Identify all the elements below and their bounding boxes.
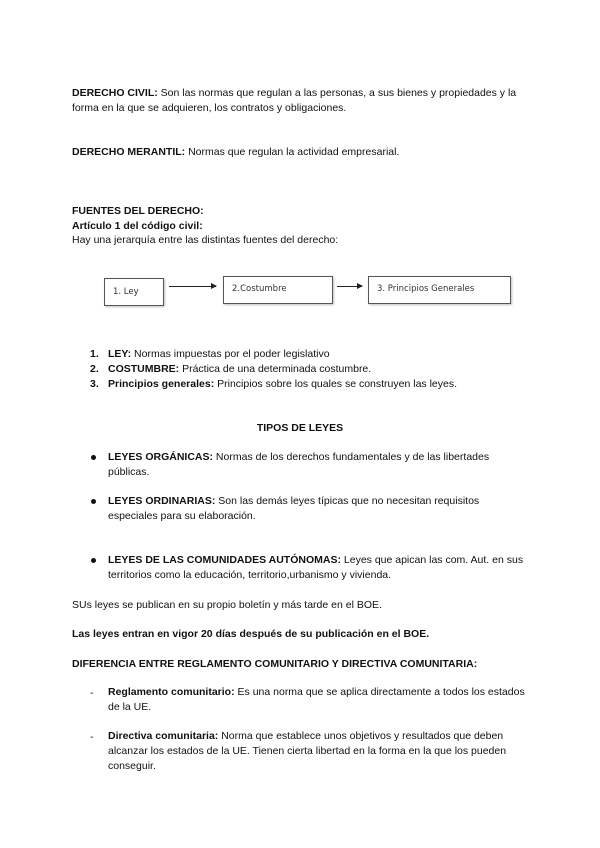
- derecho-merantil-term: DERECHO MERANTIL:: [72, 146, 186, 158]
- list-item-term: COSTUMBRE:: [108, 363, 180, 375]
- bullet-icon: [91, 558, 96, 563]
- diagram-box-costumbre: 2.Costumbre: [223, 276, 333, 304]
- entrada-en-vigor: Las leyes entran en vigor 20 días después de su publicación en el BOE.: [72, 628, 430, 640]
- list-item-term: LEYES ORDINARIAS:: [108, 495, 216, 507]
- list-item-desc: Normas de los derechos fundamentales y de las libertades públicas.: [108, 451, 490, 478]
- list-item-desc: Es una norma que se aplica directamente a todos los estados de la UE.: [108, 686, 525, 713]
- list-item-text: [108, 347, 538, 362]
- boletin-note: SUs leyes se publican en su propio boletín y más tarde en el BOE.: [72, 599, 382, 611]
- list-item-term: Principios generales:: [108, 378, 215, 390]
- list-number: 2.: [90, 363, 99, 375]
- derecho-civil-paragraph: [72, 86, 532, 116]
- list-item-desc: Normas impuestas por el poder legislativo: [131, 348, 330, 360]
- bullet-icon: [91, 455, 96, 460]
- fuentes-heading: FUENTES DEL DERECHO:: [72, 205, 204, 217]
- list-item-text: [108, 729, 528, 774]
- fuentes-intro: Hay una jerarquía entre las distintas fuentes del derecho:: [72, 234, 339, 246]
- diagram-box-ley: 1. Ley: [104, 278, 164, 306]
- list-item-term: Reglamento comunitario:: [108, 686, 235, 698]
- list-item-desc: Leyes que apican las com. Aut. en sus territorios como la educación, territorio,urbanismo y vivienda.: [108, 554, 524, 581]
- diagram-arrow-1: [169, 286, 216, 287]
- list-item-term: LEYES ORGÁNICAS:: [108, 451, 214, 463]
- list-item-text: [108, 553, 526, 583]
- dash-icon: -: [90, 687, 94, 699]
- list-item-term: Directiva comunitaria:: [108, 730, 219, 742]
- diagram-box-principios: 3. Principios Generales: [368, 276, 511, 304]
- tipos-heading: TIPOS DE LEYES: [256, 422, 344, 434]
- list-item-term: LEYES DE LAS COMUNIDADES AUTÓNOMAS:: [108, 554, 341, 566]
- list-item-desc: Son las demás leyes típicas que no necesitan requisitos especiales para su elaboración.: [108, 495, 480, 522]
- list-number: 1.: [90, 348, 99, 360]
- list-item-desc: Norma que establece unos objetivos y resultados que deben alcanzar los estados de la UE. Tienen cierta libertad en la forma en la que los pueden conseguir.: [108, 730, 507, 772]
- list-item-text: [108, 450, 528, 480]
- list-item-text: [108, 362, 538, 377]
- derecho-merantil-paragraph: [72, 145, 532, 160]
- list-item-desc: Principios sobre los quales se construyen las leyes.: [214, 378, 458, 390]
- derecho-civil-text: Son las normas que regulan a las personas, a sus bienes y propiedades y la forma en la que se adquieren, los contratos y obligaciones.: [72, 87, 517, 114]
- derecho-merantil-text: Normas que regulan la actividad empresarial.: [185, 146, 400, 158]
- bullet-icon: [91, 499, 96, 504]
- diagram-arrow-2: [337, 286, 362, 287]
- list-number: 3.: [90, 378, 99, 390]
- fuentes-subheading: Artículo 1 del código civil:: [72, 220, 203, 232]
- derecho-civil-term: DERECHO CIVIL:: [72, 87, 158, 99]
- list-item-text: [108, 377, 538, 392]
- list-item-desc: Práctica de una determinada costumbre.: [179, 363, 372, 375]
- list-item-text: [108, 494, 528, 524]
- list-item-term: LEY:: [108, 348, 132, 360]
- list-item-text: [108, 685, 528, 715]
- dash-icon: -: [90, 731, 94, 743]
- diferencia-heading: DIFERENCIA ENTRE REGLAMENTO COMUNITARIO Y DIRECTIVA COMUNITARIA:: [72, 658, 478, 670]
